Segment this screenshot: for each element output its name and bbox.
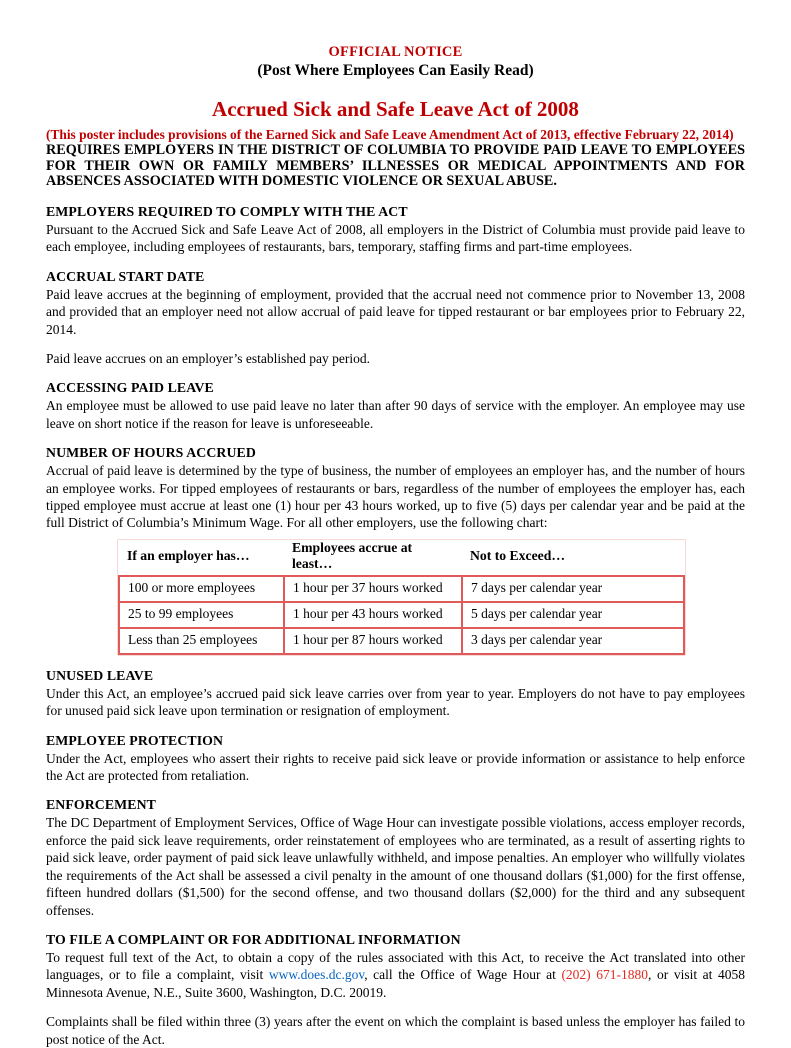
section-heading-unused-leave: UNUSED LEAVE bbox=[46, 667, 154, 683]
section-body-accrual-start-date: Paid leave accrues at the beginning of employment, provided that the accrual need not commence prior to November 13, 2008 and provided that an employer need not allow accrual of paid leave for tipped restaurant or bar employees prior to February 22, 2014. bbox=[46, 286, 745, 337]
table-cell-not-to-exceed: 7 days per calendar year bbox=[462, 576, 684, 602]
requires-statement: REQUIRES EMPLOYERS IN THE DISTRICT OF COLUMBIA TO PROVIDE PAID LEAVE TO EMPLOYEES FOR THEIR OWN OR FAMILY MEMBERS’ ILLNESSES OR MEDICAL APPOINTMENTS AND FOR ABSENCES ASSOCIATED WITH DOMESTIC VIOLENCE OR SEXUAL ABUSE. bbox=[46, 142, 745, 190]
section-body-hours-accrued: Accrual of paid leave is determined by the type of business, the number of employees an employer has, and the number of hours an employee works. For tipped employees of restaurants or bars, regardless of the number of employees the employer has, each tipped employee must accrue at least one (1) hour per 43 hours worked, up to five (5) days per calendar year and be paid at the full District of Columbia’s Minimum Wage. For all other employers, use the following chart: bbox=[46, 463, 745, 531]
section-body-accessing-paid-leave: An employee must be allowed to use paid leave no later than after 90 days of service with the employer. An employee may use leave on short notice if the reason for leave is unforeseeable. bbox=[46, 398, 745, 431]
wage-hour-phone-number: (202) 671-1880 bbox=[561, 967, 649, 983]
table-row bbox=[119, 628, 684, 654]
table-header-employer-size: If an employer has… bbox=[127, 547, 250, 563]
table-header-row bbox=[119, 540, 684, 576]
accrual-chart-table bbox=[118, 540, 685, 655]
section-body-comply: Pursuant to the Accrued Sick and Safe Leave Act of 2008, all employers in the District of Columbia must provide paid leave to each employee, including employees of restaurants, bars, temporary, staffing firms and part-time employees. bbox=[46, 221, 745, 255]
section-heading-enforcement: ENFORCEMENT bbox=[46, 797, 156, 813]
table-header-not-to-exceed: Not to Exceed… bbox=[470, 547, 566, 563]
section-body-enforcement: The DC Department of Employment Services, Office of Wage Hour can investigate possible violations, access employer records, enforce the paid sick leave requirements, order reinstatement of employees who are terminated, as a result of asserting rights to paid sick leave, order payment of paid sick leave unlawfully withheld, and impose penalties. An employer who willfully violates the requirements of the Act shall be assessed a civil penalty in the amount of one thousand dollars ($1,000) for the first offense, fifteen hundred dollars ($1,500) for the second offense, and two thousand dollars ($2,000) for the third and any subsequent offenses. bbox=[46, 815, 745, 918]
does-website-link[interactable]: www.does.dc.gov bbox=[268, 967, 365, 983]
section-heading-hours-accrued: NUMBER OF HOURS ACCRUED bbox=[46, 445, 256, 461]
table-header-accrue-rate: Employees accrue at least… bbox=[292, 539, 413, 571]
section-body-file-complaint bbox=[46, 949, 745, 1001]
table-cell-accrue-rate: 1 hour per 37 hours worked bbox=[284, 576, 462, 602]
table-cell-accrue-rate: 1 hour per 87 hours worked bbox=[284, 628, 462, 654]
section-heading-accessing-paid-leave: ACCESSING PAID LEAVE bbox=[46, 380, 214, 396]
complaint-text-mid: , call the Office of Wage Hour at bbox=[364, 967, 562, 983]
table-cell-employer-size: 100 or more employees bbox=[119, 576, 284, 602]
section-heading-comply: EMPLOYERS REQUIRED TO COMPLY WITH THE ACT bbox=[46, 203, 408, 219]
table-cell-not-to-exceed: 5 days per calendar year bbox=[462, 602, 684, 628]
section-body-accrual-pay-period: Paid leave accrues on an employer’s established pay period. bbox=[46, 351, 371, 366]
table-row bbox=[119, 576, 684, 602]
section-heading-employee-protection: EMPLOYEE PROTECTION bbox=[46, 732, 224, 748]
filing-deadline-paragraph: Complaints shall be filed within three (3) years after the event on which the complaint is based unless the employer has failed to post notice of the Act. bbox=[46, 1014, 745, 1047]
section-body-unused-leave: Under this Act, an employee’s accrued paid sick leave carries over from year to year. Employers do not have to pay employees for unused paid sick leave upon termination or resignation of employment. bbox=[46, 685, 745, 719]
table-cell-employer-size: Less than 25 employees bbox=[119, 628, 284, 654]
table-cell-employer-size: 25 to 99 employees bbox=[119, 602, 284, 628]
post-where-label: (Post Where Employees Can Easily Read) bbox=[257, 62, 534, 79]
table-row bbox=[119, 602, 684, 628]
table-cell-accrue-rate: 1 hour per 43 hours worked bbox=[284, 602, 462, 628]
complaint-text-post: , or visit at 4058 Minnesota Avenue, N.E., Suite 3600, Washington, D.C. 20019. bbox=[46, 967, 746, 1000]
poster-header bbox=[46, 44, 745, 80]
amendment-subtitle: (This poster includes provisions of the Earned Sick and Safe Leave Amendment Act of 2013, effective February 22, 2014) bbox=[46, 127, 734, 142]
table-cell-not-to-exceed: 3 days per calendar year bbox=[462, 628, 684, 654]
page-title: Accrued Sick and Safe Leave Act of 2008 bbox=[212, 97, 579, 121]
section-heading-accrual-start-date: ACCRUAL START DATE bbox=[46, 268, 205, 284]
section-heading-file-complaint: TO FILE A COMPLAINT OR FOR ADDITIONAL INFORMATION bbox=[46, 931, 461, 947]
official-notice-label: OFFICIAL NOTICE bbox=[328, 44, 463, 60]
complaint-text-pre-link: To request full text of the Act, to obtain a copy of the rules associated with this Act, to receive the Act translated into other languages, or to file a complaint, visit bbox=[46, 949, 745, 983]
section-body-employee-protection: Under the Act, employees who assert their rights to receive paid sick leave or provide information or assistance to help enforce the Act are protected from retaliation. bbox=[46, 750, 745, 784]
